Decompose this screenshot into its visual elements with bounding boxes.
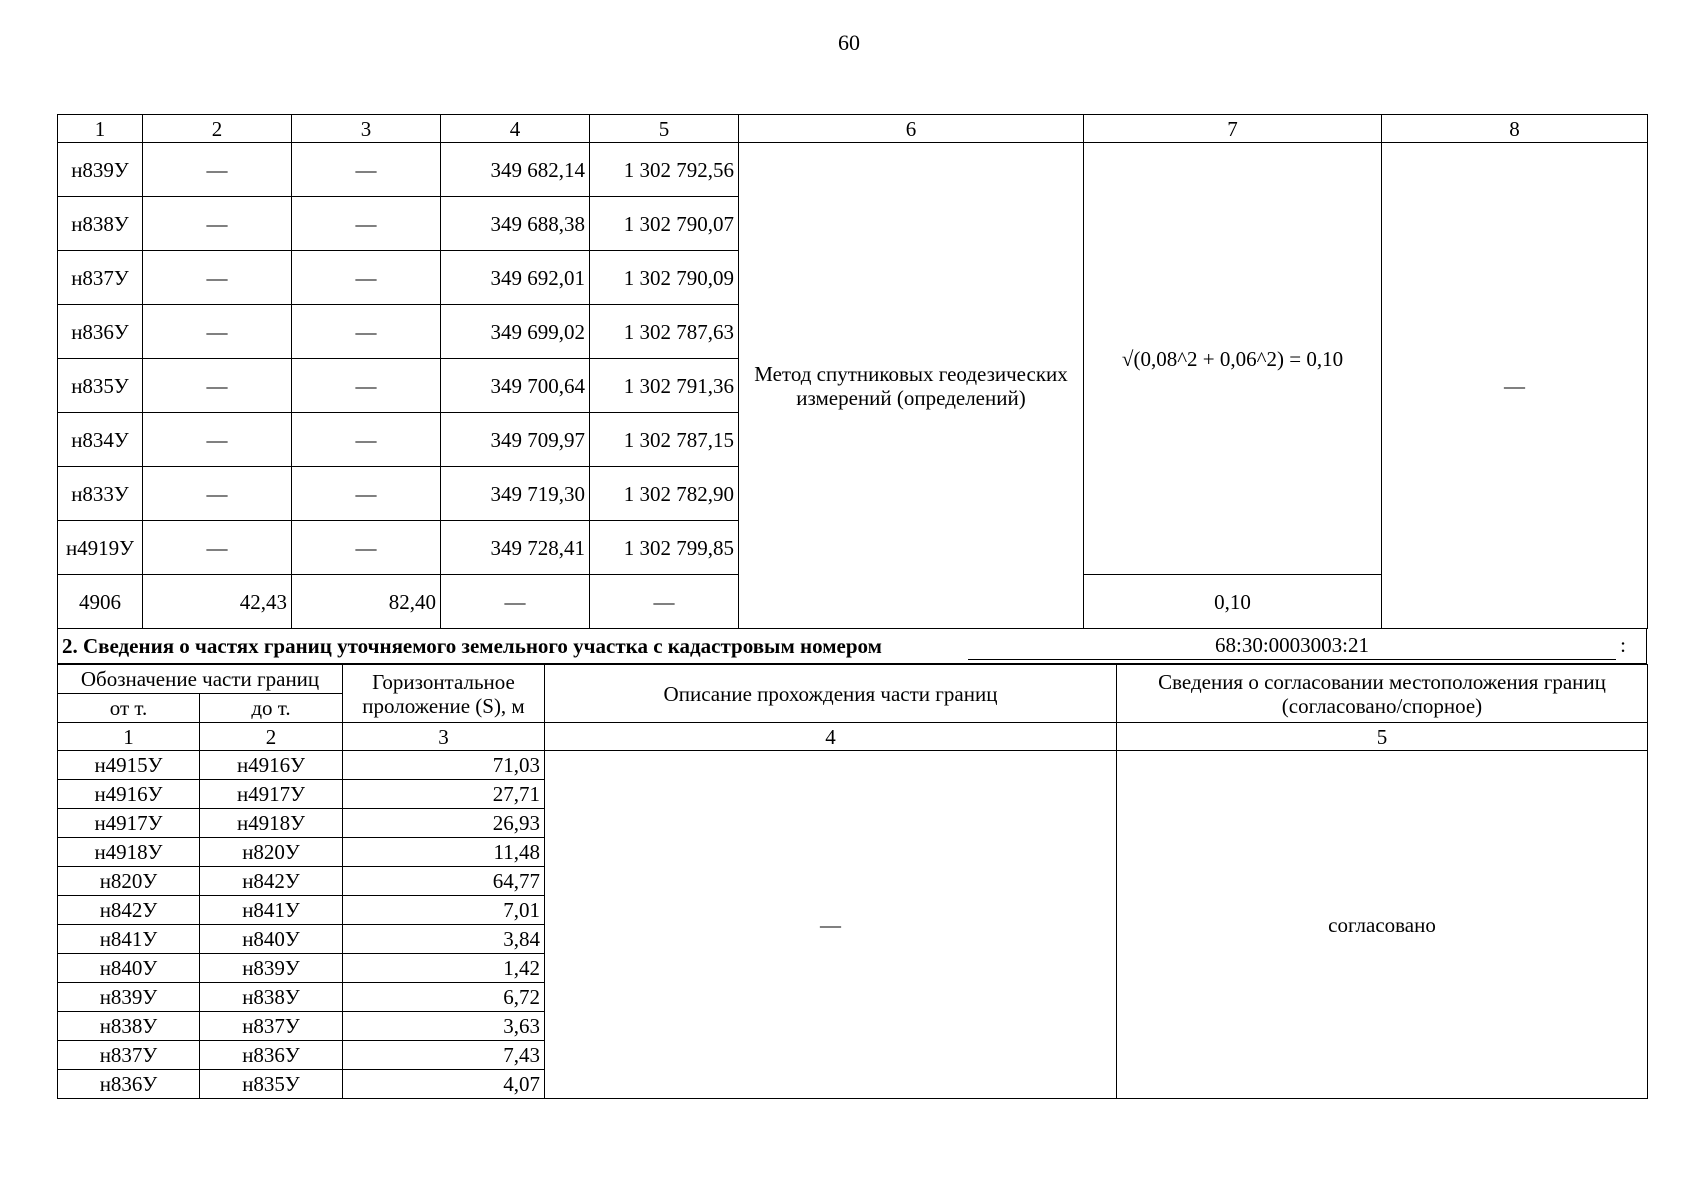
to-point: н839У	[200, 954, 343, 983]
to-point: н837У	[200, 1012, 343, 1041]
coord-x: 349 699,02	[441, 305, 590, 359]
distance: 11,48	[343, 838, 545, 867]
from-point: н842У	[58, 896, 200, 925]
from-point: н4917У	[58, 809, 200, 838]
coord-x: 349 700,64	[441, 359, 590, 413]
point-id: н835У	[58, 359, 143, 413]
coord-y: 1 302 799,85	[590, 521, 739, 575]
coord-y: 1 302 782,90	[590, 467, 739, 521]
distance: 26,93	[343, 809, 545, 838]
section-2-heading	[57, 629, 1647, 664]
cell: —	[292, 305, 441, 359]
coord-y: 1 302 790,09	[590, 251, 739, 305]
boundary-parts-table	[57, 664, 1648, 1099]
to-point: н836У	[200, 1041, 343, 1070]
column-number: 5	[1117, 723, 1648, 751]
cell: —	[143, 467, 292, 521]
cell: —	[292, 521, 441, 575]
coord-x: 349 728,41	[441, 521, 590, 575]
coord-x: —	[441, 575, 590, 629]
from-point: н839У	[58, 983, 200, 1012]
cell: —	[143, 251, 292, 305]
point-id: н836У	[58, 305, 143, 359]
from-point: н840У	[58, 954, 200, 983]
point-id: н834У	[58, 413, 143, 467]
cell: 82,40	[292, 575, 441, 629]
cell: —	[143, 305, 292, 359]
coord-x: 349 688,38	[441, 197, 590, 251]
from-point: н820У	[58, 867, 200, 896]
to-point: н835У	[200, 1070, 343, 1099]
cell: —	[292, 413, 441, 467]
point-id: н833У	[58, 467, 143, 521]
header-group: Обозначение части границ	[58, 665, 343, 694]
to-point: н838У	[200, 983, 343, 1012]
cell: —	[143, 359, 292, 413]
points-table	[57, 114, 1648, 629]
table-row	[58, 751, 1648, 780]
coord-y: 1 302 792,56	[590, 143, 739, 197]
coord-x: 349 692,01	[441, 251, 590, 305]
column-number: 1	[58, 723, 200, 751]
header-horizontal: Горизонтальное проложение (S), м	[343, 665, 545, 723]
method-cell: Метод спутниковых геодезических измерений (определений)	[739, 143, 1084, 629]
distance: 27,71	[343, 780, 545, 809]
cell: —	[143, 197, 292, 251]
column-header: 5	[590, 115, 739, 143]
point-id: н4919У	[58, 521, 143, 575]
distance: 3,84	[343, 925, 545, 954]
point-id: 4906	[58, 575, 143, 629]
cell: —	[292, 251, 441, 305]
to-point: н842У	[200, 867, 343, 896]
from-point: н836У	[58, 1070, 200, 1099]
cell: —	[292, 467, 441, 521]
to-point: н4916У	[200, 751, 343, 780]
section-2-title: 2. Сведения о частях границ уточняемого земельного участка с кадастровым номером	[62, 634, 882, 658]
cell: —	[143, 521, 292, 575]
from-point: н4915У	[58, 751, 200, 780]
cell: 42,43	[143, 575, 292, 629]
cell: —	[143, 413, 292, 467]
col8-cell: —	[1382, 143, 1648, 629]
table-row	[58, 143, 1648, 197]
section-2-cell	[58, 629, 1647, 664]
header-from: от т.	[58, 694, 200, 723]
distance: 71,03	[343, 751, 545, 780]
to-point: н4917У	[200, 780, 343, 809]
column-number: 2	[200, 723, 343, 751]
from-point: н4918У	[58, 838, 200, 867]
column-number: 4	[545, 723, 1117, 751]
to-point: н4918У	[200, 809, 343, 838]
from-point: н841У	[58, 925, 200, 954]
table-header-row	[58, 665, 1648, 694]
coord-x: 349 682,14	[441, 143, 590, 197]
agreement-cell: согласовано	[1117, 751, 1648, 1099]
to-point: н840У	[200, 925, 343, 954]
coord-y: —	[590, 575, 739, 629]
column-header: 6	[739, 115, 1084, 143]
coord-y: 1 302 787,15	[590, 413, 739, 467]
distance: 7,01	[343, 896, 545, 925]
coord-y: 1 302 791,36	[590, 359, 739, 413]
distance: 1,42	[343, 954, 545, 983]
distance: 6,72	[343, 983, 545, 1012]
cell: —	[143, 143, 292, 197]
column-header: 8	[1382, 115, 1648, 143]
coord-x: 349 709,97	[441, 413, 590, 467]
distance: 4,07	[343, 1070, 545, 1099]
cell: —	[292, 359, 441, 413]
header-agreement: Сведения о согласовании местоположения границ (согласовано/спорное)	[1117, 665, 1648, 723]
colon: :	[1620, 633, 1626, 657]
document-sheet	[57, 114, 1647, 1099]
precision-formula-cell: √(0,08^2 + 0,06^2) = 0,10	[1084, 143, 1382, 575]
column-number: 3	[343, 723, 545, 751]
point-id: н837У	[58, 251, 143, 305]
to-point: н820У	[200, 838, 343, 867]
page-number: 60	[838, 30, 860, 55]
column-header: 3	[292, 115, 441, 143]
table-header-row	[58, 115, 1648, 143]
from-point: н837У	[58, 1041, 200, 1070]
coord-y: 1 302 787,63	[590, 305, 739, 359]
cell: —	[292, 143, 441, 197]
coord-x: 349 719,30	[441, 467, 590, 521]
column-header: 7	[1084, 115, 1382, 143]
distance: 3,63	[343, 1012, 545, 1041]
header-description: Описание прохождения части границ	[545, 665, 1117, 723]
distance: 7,43	[343, 1041, 545, 1070]
point-id: н839У	[58, 143, 143, 197]
column-header: 2	[143, 115, 292, 143]
header-to: до т.	[200, 694, 343, 723]
from-point: н838У	[58, 1012, 200, 1041]
distance: 64,77	[343, 867, 545, 896]
column-header: 4	[441, 115, 590, 143]
cadastral-number: 68:30:0003003:21	[968, 633, 1616, 660]
from-point: н4916У	[58, 780, 200, 809]
coord-y: 1 302 790,07	[590, 197, 739, 251]
description-cell: —	[545, 751, 1117, 1099]
cell: —	[292, 197, 441, 251]
table-number-row	[58, 723, 1648, 751]
precision-value-cell: 0,10	[1084, 575, 1382, 629]
point-id: н838У	[58, 197, 143, 251]
to-point: н841У	[200, 896, 343, 925]
column-header: 1	[58, 115, 143, 143]
